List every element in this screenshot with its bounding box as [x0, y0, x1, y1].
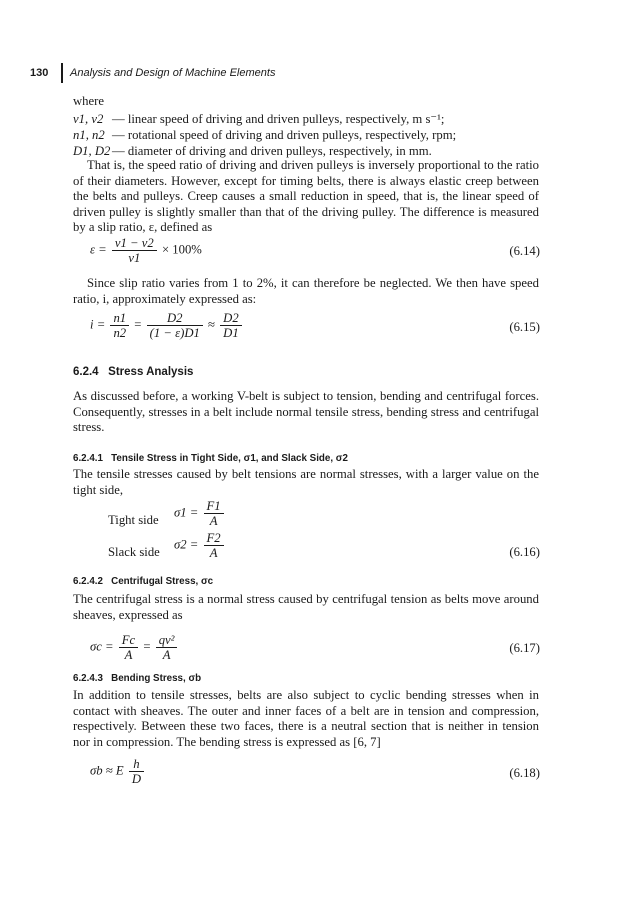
def-text-n: — rotational speed of driving and driven pulleys, respectively, rpm;	[112, 128, 457, 142]
paragraph-slip-ratio: Since slip ratio varies from 1 to 2%, it can therefore be neglected. We then have speed ratio, i, approximately expressed as:	[73, 276, 539, 306]
equation-6-17	[90, 633, 179, 662]
section-heading-6-2-4-3	[73, 673, 201, 684]
page-number: 130	[30, 67, 49, 79]
eq-617-num2: qv²	[156, 633, 178, 648]
def-symbol-d: D1, D2	[73, 144, 111, 158]
eq-614-fraction	[112, 236, 157, 265]
eq-617-fraction-2	[156, 633, 178, 662]
eq-616-tight-fraction	[204, 499, 224, 528]
eq-617-equals: =	[143, 639, 151, 654]
eq-615-fraction-1	[110, 311, 129, 340]
section-number: 6.2.4.3	[73, 673, 103, 684]
equation-6-15	[90, 311, 244, 340]
def-text-d: — diameter of driving and driven pulleys, respectively, in mm.	[112, 144, 432, 158]
eq-615-num3: D2	[220, 311, 242, 326]
tight-side-label: Tight side	[108, 513, 159, 527]
eq-615-num2: D2	[147, 311, 203, 326]
equation-slack-side	[174, 531, 226, 560]
eq-615-fraction-3	[220, 311, 242, 340]
equation-tight-side	[174, 499, 226, 528]
equation-6-14	[90, 236, 202, 265]
eq-615-den1: n2	[113, 326, 127, 340]
eq-number-6-15: (6.15)	[509, 320, 540, 334]
paragraph-stress-types: As discussed before, a working V-belt is subject to tension, bending and centrifugal forces. Consequently, stresses in a belt include normal tensile stress, bending stress and centrifugal stress.	[73, 389, 539, 434]
eq-616-slack-lhs: σ2 =	[174, 537, 199, 552]
paragraph-tensile-stress: The tensile stresses caused by belt tensions are normal stresses, with a larger value on the tight side,	[73, 467, 539, 497]
eq-616-tight-den: A	[209, 514, 218, 528]
eq-number-6-14: (6.14)	[509, 244, 540, 258]
equation-6-18	[90, 757, 146, 786]
def-symbol-v: v1, v2	[73, 112, 104, 126]
section-title: Centrifugal Stress, σc	[111, 576, 214, 587]
eq-614-lhs: ε =	[90, 242, 107, 257]
eq-618-fraction	[129, 757, 144, 786]
eq-614-tail: × 100%	[161, 242, 202, 257]
eq-617-lhs: σc =	[90, 639, 114, 654]
slack-side-label: Slack side	[108, 545, 160, 559]
eq-618-num: h	[129, 757, 144, 772]
def-symbol-n: n1, n2	[73, 128, 105, 142]
eq-618-lhs: σb ≈ E	[90, 763, 124, 778]
section-title: Tensile Stress in Tight Side, σ1, and Slack Side, σ2	[111, 453, 348, 464]
eq-617-den1: A	[124, 648, 133, 662]
eq-615-fraction-2	[147, 311, 203, 340]
eq-616-slack-fraction	[204, 531, 224, 560]
paragraph-centrifugal-stress: The centrifugal stress is a normal stress caused by centrifugal tension as belts move around sheaves, expressed as	[73, 592, 539, 622]
eq-number-6-16: (6.16)	[509, 545, 540, 559]
section-number: 6.2.4.1	[73, 453, 103, 464]
eq-615-den2: (1 − ε)D1	[149, 326, 200, 340]
section-title: Bending Stress, σb	[111, 673, 202, 684]
where-label: where	[73, 94, 104, 108]
section-heading-6-2-4	[73, 366, 193, 378]
eq-618-den: D	[131, 772, 142, 786]
running-title: Analysis and Design of Machine Elements	[70, 67, 276, 79]
eq-614-numerator: v1 − v2	[112, 236, 157, 251]
eq-616-slack-den: A	[209, 546, 218, 560]
eq-number-6-17: (6.17)	[509, 641, 540, 655]
eq-615-num1: n1	[110, 311, 129, 326]
eq-616-tight-num: F1	[204, 499, 224, 514]
eq-614-denominator: v1	[128, 251, 141, 265]
eq-617-fraction-1	[119, 633, 138, 662]
section-number: 6.2.4	[73, 366, 99, 378]
eq-617-den2: A	[162, 648, 171, 662]
eq-615-approx: ≈	[208, 317, 215, 332]
eq-615-lhs: i =	[90, 317, 106, 332]
header-divider	[61, 63, 63, 83]
eq-616-tight-lhs: σ1 =	[174, 505, 199, 520]
section-number: 6.2.4.2	[73, 576, 103, 587]
eq-617-num1: Fc	[119, 633, 138, 648]
paragraph-bending-stress: In addition to tensile stresses, belts are also subject to cyclic bending stresses when in contact with sheaves. The outer and inner faces of a belt are in tension and compression, respectively. Between these two faces, there is a neutral section that is neither in tension nor in compression. The bending stress is expressed as [6, 7]	[73, 688, 539, 749]
section-heading-6-2-4-2	[73, 576, 213, 587]
eq-616-slack-num: F2	[204, 531, 224, 546]
eq-615-equals: =	[134, 317, 142, 332]
section-title: Stress Analysis	[108, 366, 194, 378]
paragraph-speed-ratio: That is, the speed ratio of driving and driven pulleys is inversely proportional to the ratio of their diameters. However, except for timing belts, there is always elastic creep between the belts and pulleys. Creep causes a small reduction in speed, that is, the linear speed of driven pulley is slightly smaller than that of the driving pulley. The difference is measured by a slip ratio, ε, defined as	[73, 158, 539, 234]
def-text-v: — linear speed of driving and driven pulleys, respectively, m s⁻¹;	[112, 112, 445, 126]
section-heading-6-2-4-1	[73, 453, 348, 464]
eq-number-6-18: (6.18)	[509, 766, 540, 780]
eq-615-den3: D1	[223, 326, 239, 340]
